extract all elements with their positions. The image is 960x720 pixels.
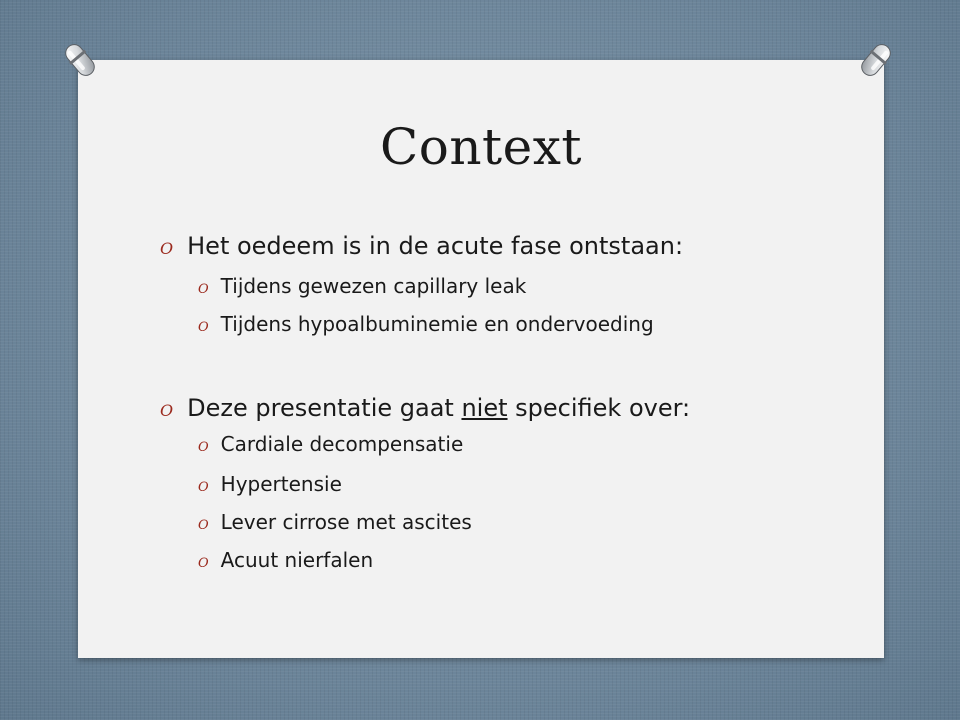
bullet-marker-icon: O bbox=[160, 239, 174, 258]
bullet-text: Lever cirrose met ascites bbox=[220, 510, 472, 534]
bullet-level2-item bbox=[198, 274, 526, 298]
bullet-level2-item bbox=[198, 432, 463, 456]
bullet-level2-item bbox=[198, 548, 373, 572]
bullet-level1-item bbox=[160, 394, 690, 422]
bullet-marker-icon: O bbox=[198, 556, 209, 571]
bullet-level2-item bbox=[198, 312, 654, 336]
bullet-text: Tijdens hypoalbuminemie en ondervoeding bbox=[220, 312, 654, 336]
bullet-marker-icon: O bbox=[198, 518, 209, 533]
pushpin-left-icon bbox=[58, 38, 102, 82]
bullet-marker-icon: O bbox=[198, 320, 209, 335]
bullet-text: Tijdens gewezen capillary leak bbox=[220, 274, 527, 298]
pushpin-right-icon bbox=[854, 38, 898, 82]
bullet-marker-icon: O bbox=[198, 282, 209, 297]
bullet-level1-item bbox=[160, 232, 683, 260]
bullet-marker-icon: O bbox=[198, 440, 209, 455]
slide-title: Context bbox=[379, 118, 583, 176]
bullet-text: Acuut nierfalen bbox=[220, 548, 374, 572]
bullet-marker-icon: O bbox=[160, 401, 174, 420]
bullet-level2-item bbox=[198, 472, 342, 496]
bullet-text-after: specifiek over: bbox=[507, 394, 691, 422]
bullet-level2-item bbox=[198, 510, 472, 534]
bullet-text: Het oedeem is in de acute fase ontstaan: bbox=[187, 232, 684, 260]
bullet-text: Hypertensie bbox=[220, 472, 342, 496]
bullet-text-underlined: niet bbox=[461, 394, 508, 422]
bullet-text-before: Deze presentatie gaat bbox=[187, 394, 462, 422]
bullet-text: Cardiale decompensatie bbox=[220, 432, 464, 456]
bullet-marker-icon: O bbox=[198, 480, 209, 495]
